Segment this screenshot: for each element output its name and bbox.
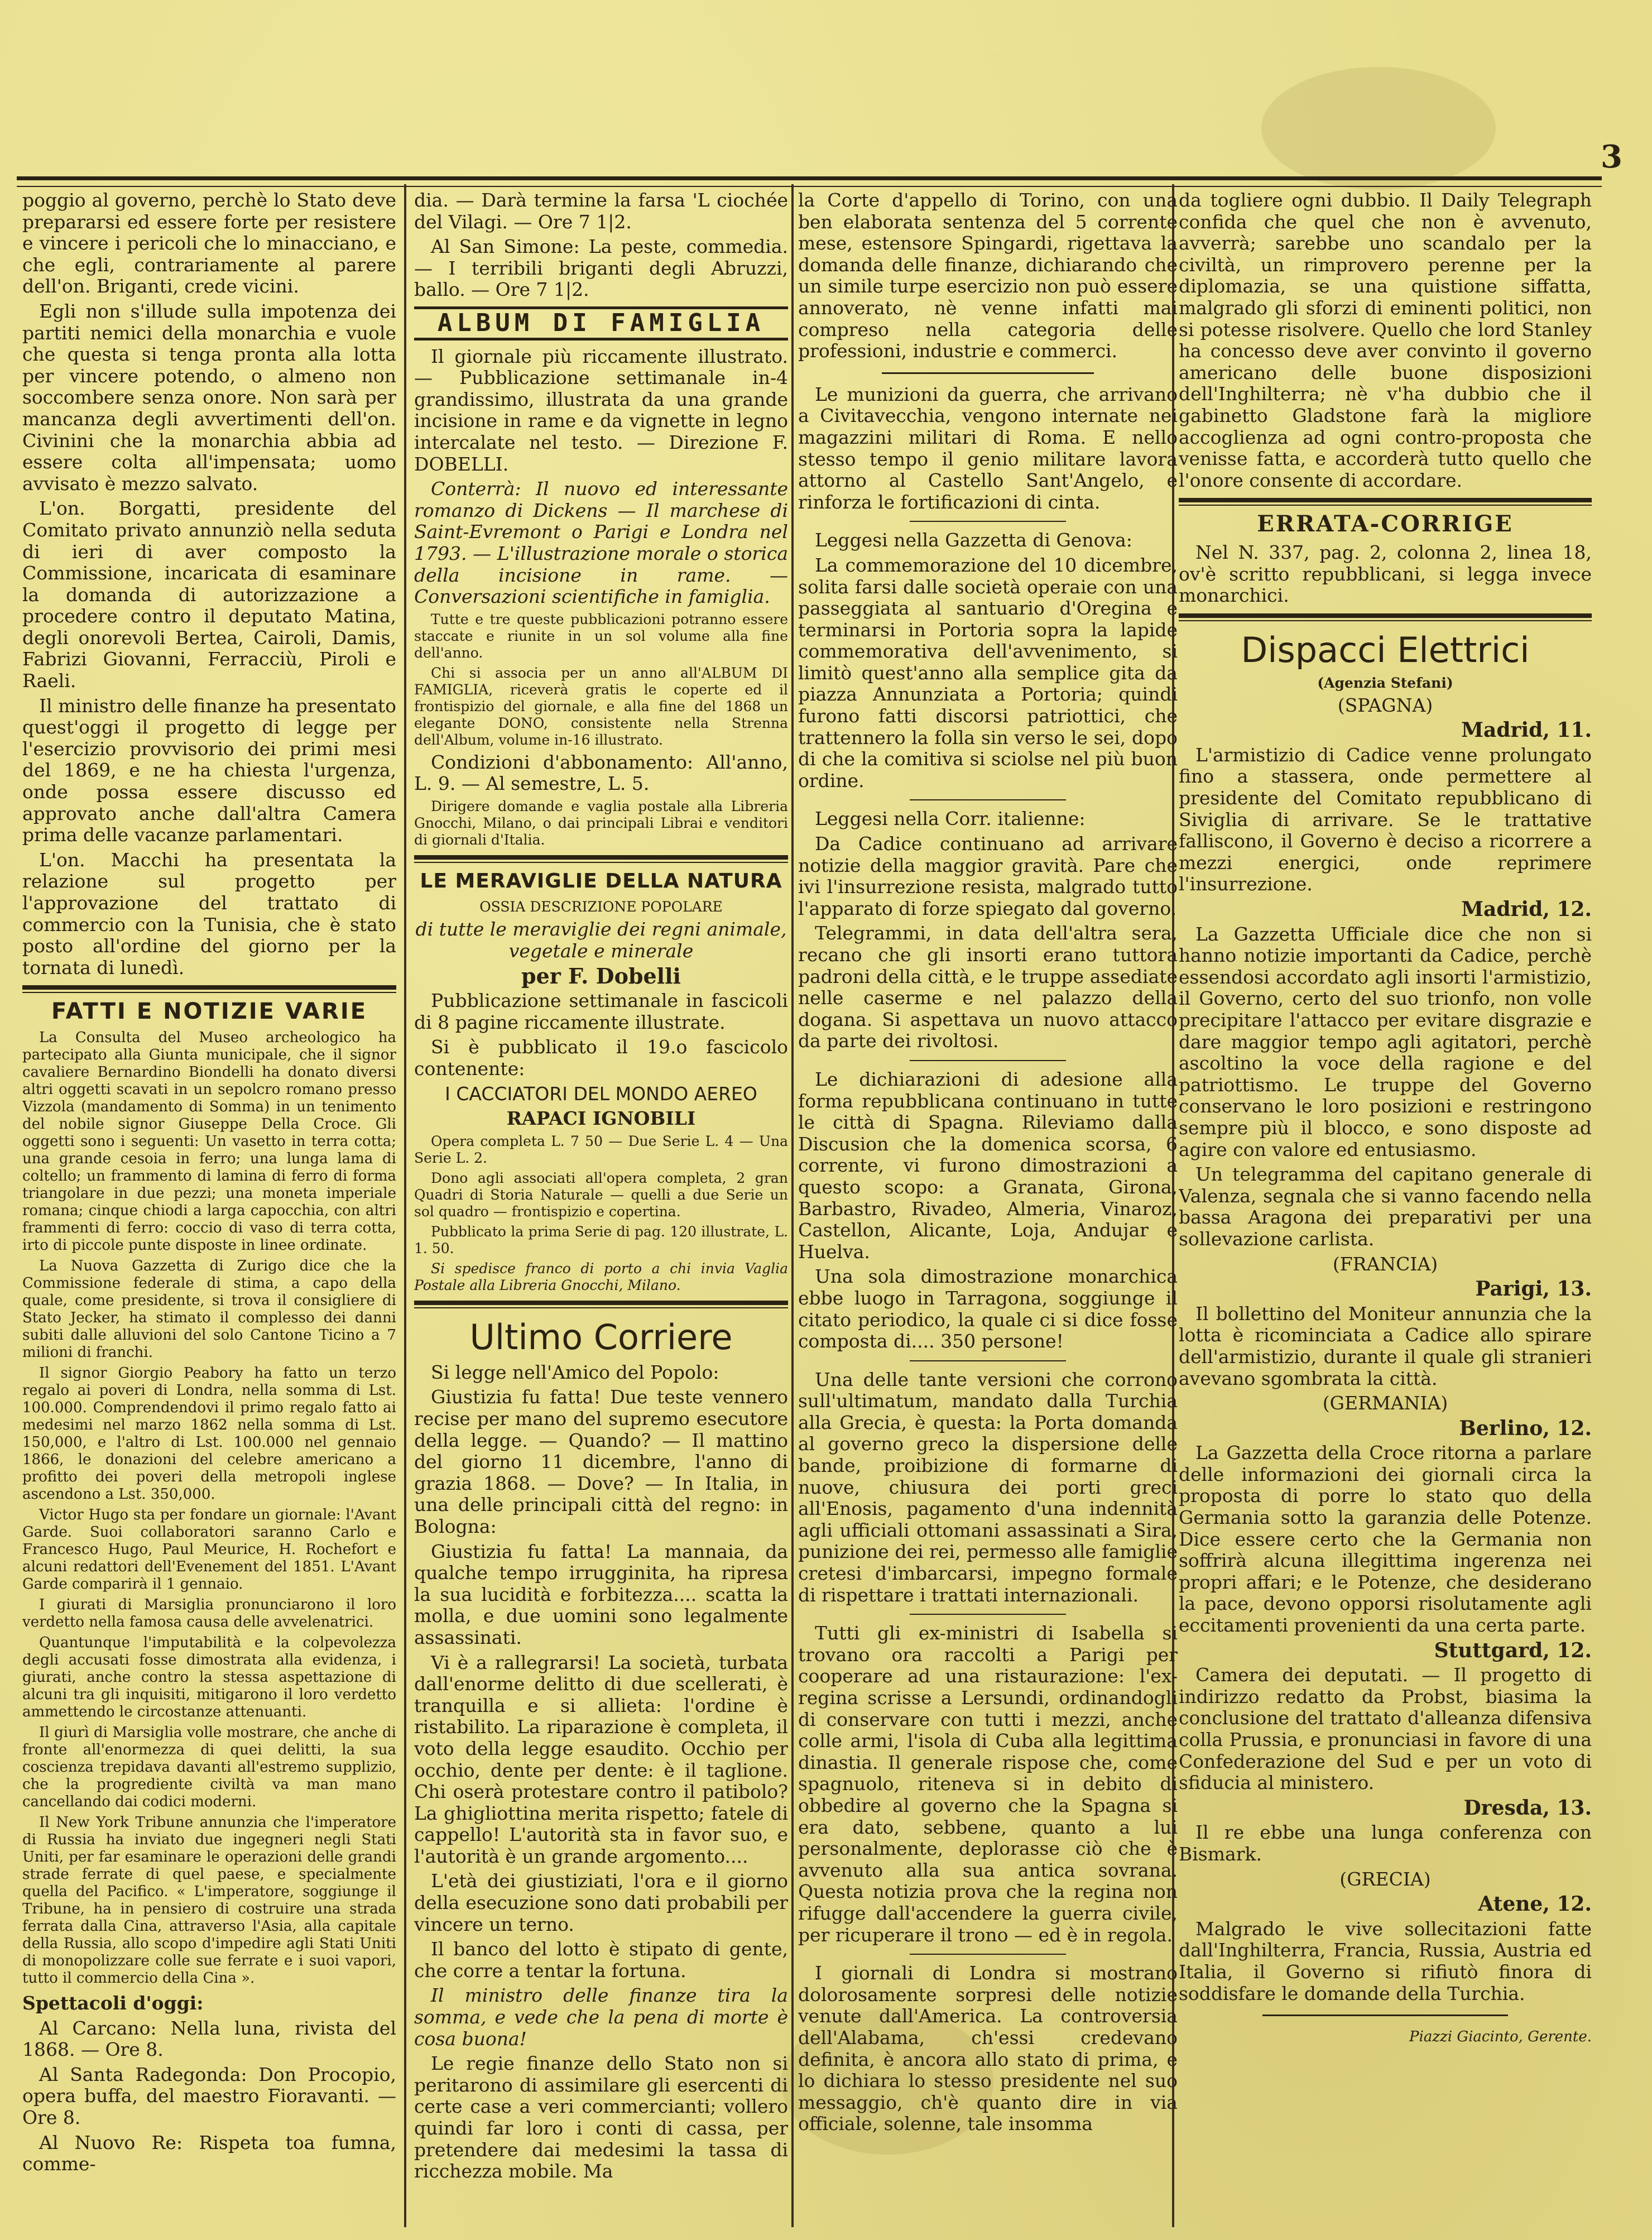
section-title-album: ALBUM DI FAMIGLIA <box>414 306 788 340</box>
separator <box>910 1060 1066 1061</box>
news-item: La Nuova Gazzetta di Zurigo dice che la Commissione federale di stima, a capo della quale, come presidente, si trova il consigliere di Stato Jecker, ha stimato il complesso dei danni subiti dalle alluvioni del solo Cantone Ticino a 7 milioni di franchi. <box>22 1257 396 1361</box>
paragraph: poggio al governo, perchè lo Stato deve prepararsi ed essere forte per resistere e vincere i pericoli che lo minacciano, e che egli, contrariamente al parere dell'on. Briganti, crede vicini. <box>22 190 396 298</box>
dispatch: La Gazzetta della Croce ritorna a parlare delle informazioni dei giornali circa la proposta di porre lo stato quo della Germania sotto la garanzia delle Potenze. Dice essere certo che la Germania non soffrirà alcuna illegittima ingerenza nei propri affari; e le Potenze, che desiderano la pace, devono opporsi risolutamente agli eccitamenti provenienti da una certa parte. <box>1179 1442 1592 1637</box>
paragraph: Le regie finanze dello Stato non si peritarono di assimilare gli esercenti di certe case a veri commercianti; vollero quindi far loro i conti di cassa, per pretendere dai medesimi la tassa di ricchezza mobile. Ma <box>414 2052 788 2183</box>
separator <box>910 1360 1066 1361</box>
separator <box>910 799 1066 800</box>
dispatch: L'armistizio di Cadice venne prolungato fino a stassera, onde permettere al presidente del Comitato repubblicano di Siviglia di arrivare. Se le trattative falliscono, il Governo è deciso a ricorrere a mezzi energici, onde reprimere l'insurrezione. <box>1179 744 1592 895</box>
theatre-listing: Al San Simone: La peste, commedia. — I terribili briganti degli Abruzzi, ballo. — Ore 7 1|2. <box>414 236 788 301</box>
section-rule <box>22 985 396 993</box>
ad-author: per F. Dobelli <box>521 963 681 989</box>
column-divider <box>791 184 794 2227</box>
dispatch: Il re ebbe una lunga conferenza con Bismark. <box>1179 1821 1592 1865</box>
ad-paragraph: Dono agli associati all'opera completa, 2 gran Quadri di Storia Naturale — quelli a due Serie un sol quadro — frontispizio e copertina. <box>414 1169 788 1220</box>
dateline: Madrid, 12. <box>1461 898 1592 922</box>
paragraph: L'on. Borgatti, presidente del Comitato privato annunziò nella seduta di ieri di aver composto la Commissione, incaricata di esaminare la domanda di autorizzazione a procedere contro il deputato Matina, degli onorevoli Bertea, Cairoli, Damis, Fabrizi Giovanni, Ferracciù, Piroli e Raeli. <box>22 497 396 692</box>
ad-paragraph: Si è pubblicato il 19.o fascicolo contenente: <box>414 1036 788 1080</box>
column-divider <box>404 184 406 2227</box>
news-item: Quantunque l'imputabilità e la colpevolezza degli accusati fosse dimostrata alla evidenza, i giurati, anche contro la stessa aspettazione di alcuni tra gli inquisiti, mitigarono il loro verdetto ammettendo le circostanze attenuanti. <box>22 1634 396 1720</box>
news-item: I giurati di Marsiglia pronunciarono il loro verdetto nella famosa causa delle avvelenatrici. <box>22 1596 396 1630</box>
country-heading: (FRANCIA) <box>1332 1253 1438 1275</box>
stain <box>1261 67 1496 190</box>
section-title-fatti: FATTI E NOTIZIE VARIE <box>51 999 368 1025</box>
ad-paragraph: Conterrà: Il nuovo ed interessante romanzo di Dickens — Il marchese di Saint-Evremont o Parigi e Londra nel 1793. — L'illustrazione morale o storica della incisione in rame. — Conversazioni scientifiche in famiglia. <box>414 478 788 608</box>
news-item: La Consulta del Museo archeologico ha partecipato alla Giunta municipale, che il signor cavaliere Bernardino Biondelli ha donato diversi altri oggetti scavati in un sepolcro romano presso Vizzola (mandamento di Somma) in un tenimento del nobile signor Giuseppe Della Croce. Gli oggetti sono i seguenti: Un vasetto in terra cotta; una grande cesoia in ferro; una lunga lama di coltello; un frammento di lamina di ferro di forma triangolare in due pezzi; una moneta imperiale romana; cinque chiodi a larga capocchia, con altri frammenti di ferro: coccio di vaso di terra cotta, irto di piccole punte disposte in linee ordinate. <box>22 1029 396 1254</box>
section-subtitle: (Agenzia Stefani) <box>1317 674 1453 691</box>
paragraph: Tutti gli ex-ministri di Isabella si trovano ora raccolti a Parigi per cooperare ad una ristaurazione: l'ex-regina scrisse a Lersundi, ordinandogli di conservare con tutti i mezzi, anche colle armi, l'isola di Cuba alla legittima dinastia. Il generale rispose che, come spagnuolo, riteneva si in debito di obbedire al governo che la Spagna si era dato, sebbene, quanto a lui personalmente, deplorasse ciò che è avvenuto alla sua antica sovrana. Questa notizia prova che la regina non rifugge dall'accendere la guerra civile, per ricuperare il trono — ed è in regola. <box>798 1622 1178 1946</box>
section-rule <box>1179 498 1592 506</box>
separator <box>910 1614 1066 1615</box>
ad-paragraph: Il giornale più riccamente illustrato. — Pubblicazione settimanale in-4 grandissimo, illustrata da una grande incisione in rame e da vignette in legno intercalate nel testo. — Direzione F. DOBELLI. <box>414 345 788 475</box>
paragraph: L'età dei giustiziati, l'ora e il giorno della esecuzione sono dati probabili per vincere un terno. <box>414 1870 788 1935</box>
paragraph: Il ministro delle finanze ha presentato quest'oggi il progetto di legge per l'esercizio provvisorio dei primi mesi del 1869, e ne ha chiesta l'urgenza, onde possa essere discusso ed approvato anche dall'altra Camera prima delle vacanze parlamentari. <box>22 694 396 846</box>
column-2 <box>414 190 788 2222</box>
section-rule <box>1179 613 1592 621</box>
theatre-listing: Al Nuovo Re: Rispeta toa fumna, comme- <box>22 2131 396 2175</box>
country-heading: (GRECIA) <box>1339 1868 1431 1890</box>
country-heading: (GERMANIA) <box>1322 1392 1448 1414</box>
ad-paragraph: Pubblicazione settimanale in fascicoli di 8 pagine riccamente illustrate. <box>414 990 788 1033</box>
column-1 <box>22 190 396 2222</box>
ad-paragraph: Condizioni d'abbonamento: All'anno, L. 9. — Al semestre, L. 5. <box>414 751 788 795</box>
section-rule <box>414 855 788 863</box>
section-title-spettacoli: Spettacoli d'oggi: <box>22 1992 204 2014</box>
news-item: Il New York Tribune annunzia che l'imperatore di Russia ha inviato due ingegneri negli Stati Uniti, per far esaminare le operazioni delle grandi strade ferrate di quel paese, e specialmente quella del Pacifico. « L'imperatore, soggiunge il Tribune, ha in pensiero di costruire una strada ferrata dalla Cina, attraverso l'Asia, alla capitale della Russia, allo scopo d'impedire agli Stati Uniti di monopolizzare colle sue ferrate e i suoi vapori, tutto il commercio della Cina ». <box>22 1814 396 1987</box>
paragraph: Si legge nell'Amico del Popolo: <box>431 1361 719 1383</box>
paragraph: Egli non s'illude sulla impotenza dei partiti nemici della monarchia e vuole che questa si tenga pronta alla lotta per vincere potendo, o almeno non soccombere senza onore. Non sarà per mancanza degli avvertimenti dell'on. Civinini che la monarchia abbia ad essere colta all'impensata; uomo avvisato è mezzo salvato. <box>22 300 396 495</box>
ad-subtitle: OSSIA DESCRIZIONE POPOLARE <box>479 899 723 915</box>
section-title-ultimo-corriere: Ultimo Corriere <box>469 1316 733 1358</box>
dateline: Dresda, 13. <box>1463 1796 1592 1820</box>
paragraph: Le dichiarazioni di adesione alla forma repubblicana continuano in tutte le città di Spagna. Rileviamo dalla Discusion che la domenica scorsa, 6 corrente, vi furono dimostrazioni a questo scopo: a Granata, Girona, Barbastro, Rivadeo, Almeria, Vinaroz, Castellon, Alicante, Loja, Andujar e Huelva. <box>798 1068 1178 1263</box>
ad-paragraph: Tutte e tre queste pubblicazioni potranno essere staccate e riunite in un sol volume alla fine dell'anno. <box>414 611 788 661</box>
dispatch: Il bollettino del Moniteur annunzia che la lotta è ricominciata a Cadice allo spirare dell'armistizio, durante il quale gli stranieri avevano sgombrata la città. <box>1179 1302 1592 1389</box>
separator <box>1262 2014 1508 2016</box>
ad-title: RAPACI IGNOBILI <box>506 1107 696 1130</box>
column-4 <box>1179 190 1592 2222</box>
page-number: 3 <box>1601 138 1622 175</box>
section-title-meraviglie: LE MERAVIGLIE DELLA NATURA <box>420 869 782 893</box>
dispatch: Malgrado le vive sollecitazioni fatte dall'Inghilterra, Francia, Russia, Austria ed Italia, il Governo si rifiutò finora di soddisfare le domande della Turchia. <box>1179 1917 1592 2004</box>
dateline: Atene, 12. <box>1478 1892 1592 1916</box>
ad-paragraph: Dirigere domande e vaglia postale alla Libreria Gnocchi, Milano, o dai principali Librai e venditori di giornali d'Italia. <box>414 798 788 848</box>
dispatch: La Gazzetta Ufficiale dice che non si hanno notizie importanti da Cadice, perchè essendosi accordato agli insorti l'armistizio, il Governo, certo del suo trionfo, non volle precipitare l'attacco per evitare disgrazie e dare maggior tempo agli agitatori, perchè ascoltino la voce della ragione e del patriottismo. Le truppe del Governo conservano le loro posizioni e restringono sempre più il blocco, e sono disposte ad agire con valore ed entusiasmo. <box>1179 923 1592 1160</box>
paragraph: Da Cadice continuano ad arrivare notizie della maggior gravità. Pare che ivi l'insurrezione resista, malgrado tutto l'apparato di forze spiegato dal governo. <box>798 833 1178 919</box>
paragraph: Le munizioni da guerra, che arrivano a Civitavecchia, vengono internate nei magazzini militari di Roma. E nello stesso tempo il genio militare lavora attorno al Castello Sant'Angelo, e rinforza le fortificazioni di cinta. <box>798 383 1178 513</box>
ad-paragraph: Si spedisce franco di porto a chi invia Vaglia Postale alla Libreria Gnocchi, Milano. <box>414 1260 788 1293</box>
dispatch: Un telegramma del capitano generale di Valenza, segnala che si vanno facendo nella bassa Aragona dei preparativi per una sollevazione carlista. <box>1179 1163 1592 1250</box>
paragraph: Il banco del lotto è stipato di gente, che corre a tentar la fortuna. <box>414 1938 788 1982</box>
separator <box>882 372 1094 374</box>
ad-paragraph: Pubblicato la prima Serie di pag. 120 illustrate, L. 1. 50. <box>414 1223 788 1256</box>
section-title-dispacci: Dispacci Elettrici <box>1241 629 1530 670</box>
ad-paragraph: Opera completa L. 7 50 — Due Serie L. 4 — Una Serie L. 2. <box>414 1133 788 1166</box>
news-item: Victor Hugo sta per fondare un giornale: l'Avant Garde. Suoi collaboratori saranno Carlo e Francesco Hugo, Paul Meurice, H. Rochefort e alcuni redattori dell'Evenement del 1851. L'Avant Garde comparirà il 1 gennaio. <box>22 1506 396 1593</box>
paragraph: Una delle tante versioni che corrono sull'ultimatum, mandato dalla Turchia alla Grecia, è questa: la Porta domanda al governo greco la dispersione delle bande, proibizione di formarne di nuove, chiusura dei porti greci all'Enosis, pagamento d'una indennità agli ufficiali ottomani assassinati a Sira, punizione dei rei, permesso alle famiglie cretesi d'imbarcarsi, impegno formale di rispettare i trattati internazionali. <box>798 1368 1178 1606</box>
dateline: Parigi, 13. <box>1475 1277 1592 1301</box>
paragraph: Nel N. 337, pag. 2, colonna 2, linea 18, ov'è scritto repubblicani, si legga invece monarchici. <box>1179 541 1592 607</box>
paragraph: L'on. Macchi ha presentata la relazione sul progetto per l'approvazione del trattato di commercio con la Tunisia, che è stato posto all'ordine del giorno per la tornata di lunedì. <box>22 848 396 978</box>
section-rule <box>414 1301 788 1308</box>
paragraph: Leggesi nella Corr. italienne: <box>815 808 1086 830</box>
paragraph: Vi è a rallegrarsi! La società, turbata dall'enorme delitto di due scellerati, è tranquilla e si allieta: l'ordine è ristabilito. La riparazione è completa, il voto della legge esaudito. Occhio per occhio, dente per dente: è il taglione. Chi oserà protestare contro il patibolo? La ghigliottina merita rispetto; fatele di cappello! L'autorità sta in favor suo, e l'autorità è un grande argomento.... <box>414 1651 788 1867</box>
theatre-listing: dia. — Darà termine la farsa 'L ciochée del Vilagi. — Ore 7 1|2. <box>414 190 788 233</box>
header-rule <box>17 176 1602 187</box>
paragraph: Telegrammi, in data dell'altra sera, recano che gli insorti erano tuttora padroni della città, e le truppe assediate nelle caserme e nel palazzo della dogana. Si aspettava un nuovo attacco da parte dei rivoltosi. <box>798 922 1178 1052</box>
dateline: Stuttgard, 12. <box>1434 1638 1592 1662</box>
news-item: Il giurì di Marsiglia volle mostrare, che anche di fronte all'enormezza di quei delitti, la sua coscienza trepidava davanti all'estremo supplizio, che la progrediente civiltà va man mano cancellando dai codici moderni. <box>22 1724 396 1810</box>
ad-paragraph: Chi si associa per un anno all'ALBUM DI FAMIGLIA, riceverà gratis le coperte ed il frontispizio del giornale, e alla fine del 1868 un elegante DONO, consistente nella Strenna dell'Album, volume in-16 illustrato. <box>414 664 788 748</box>
dispatch: Camera dei deputati. — Il progetto di indirizzo redatto da Probst, biasima la conclusione del trattato d'alleanza difensiva colla Prussia, e pronunciasi in favore di una Confederazione del Sud e per un voto di sfiducia al ministero. <box>1179 1664 1592 1794</box>
paragraph: I giornali di Londra si mostrano dolorosamente sorpresi delle notizie venute dall'America. La controversia dell'Alabama, ch'essi credevano definita, è ancora allo stato di prima, e lo dichiara lo stesso presidente nel suo messaggio, ch'è quanto dire in via officiale, solenne, tale insomma <box>798 1962 1178 2135</box>
ad-title: I CACCIATORI DEL MONDO AEREO <box>445 1082 757 1105</box>
paragraph: La commemorazione del 10 dicembre, solita farsi dalle società operaie con una passeggiata al santuario d'Oregina e terminarsi in Portoria sopra la lapide commemorativa dell'avvenimento, si limitò quest'anno alla semplice gita da piazza Annunziata a Portoria; quindi furono fatti discorsi patriottici, che trattennero la folla sin verso le sei, dopo di che la comitiva si sciolse nel più buon ordine. <box>798 554 1178 792</box>
paragraph: Leggesi nella Gazzetta di Genova: <box>815 529 1132 551</box>
paragraph: la Corte d'appello di Torino, con una ben elaborata sentenza del 5 corrente mese, estensore Spingardi, rigettava la domanda delle finanze, dichiarando che un simile turpe esercizio non può essere annoverato, nè venne infatti mai compreso nella categoria delle professioni, industrie e commerci. <box>798 190 1178 362</box>
paragraph: Giustizia fu fatta! Due teste vennero recise per mano del supremo esecutore della legge. — Quando? — Il mattino del giorno 11 dicembre, l'anno di grazia 1868. — Dove? — In Italia, in una delle principali città del regno: in Bologna: <box>414 1386 788 1537</box>
news-item: Il signor Giorgio Peabory ha fatto un terzo regalo ai poveri di Londra, nella somma di Lst. 100.000. Comprendendovi il primo regalo fatto ai medesimi nel marzo 1862 nella somma di Lst. 150,000, e l'altro di Lst. 100.000 nel gennaio 1866, le donazioni del celebre americano a profitto dei poveri della metropoli inglese ascendono a Lst. 350,000. <box>22 1364 396 1503</box>
separator <box>910 521 1066 522</box>
country-heading: (SPAGNA) <box>1337 694 1433 716</box>
section-title-errata: ERRATA-CORRIGE <box>1257 511 1514 538</box>
paragraph: Una sola dimostrazione monarchica ebbe luogo in Tarragona, soggiunge il citato periodico, la quale ci si dice fosse composta di.... 350 persone! <box>798 1265 1178 1352</box>
dateline: Madrid, 11. <box>1461 718 1592 742</box>
theatre-listing: Al Carcano: Nella luna, rivista del 1868. — Ore 8. <box>22 2017 396 2061</box>
paragraph: Giustizia fu fatta! La mannaia, da qualche tempo irrugginita, ha ripresa la sua lucidità e forbitezza.... scatta la molla, e due uomini sono legalmente assassinati. <box>414 1540 788 1648</box>
theatre-listing: Al Santa Radegonda: Don Procopio, opera buffa, del maestro Fioravanti. — Ore 8. <box>22 2063 396 2128</box>
ad-subtitle: di tutte le meraviglie dei regni animale, vegetale e minerale <box>415 918 787 962</box>
column-3 <box>798 190 1178 2222</box>
publisher-signature: Piazzi Giacinto, Gerente. <box>1409 2028 1592 2046</box>
paragraph: da togliere ogni dubbio. Il Daily Telegraph confida che quel che non è avvenuto, avverrà; sarebbe uno scandalo per la civiltà, un rimprovero perenne per la diplomazia, se una quistione siffatta, malgrado gli sforzi di eminenti politici, non si potesse risolvere. Quello che lord Stanley ha concesso deve aver convinto il governo americano delle buone disposizioni dell'Inghilterra; nè v'ha dubbio che il gabinetto Gladstone farà la migliore accoglienza ad ogni contro-proposta che venisse fatta, e accorderà tutto quello che l'onore consente di accordare. <box>1179 190 1592 491</box>
separator <box>910 1954 1066 1955</box>
dateline: Berlino, 12. <box>1459 1416 1592 1440</box>
paragraph: Il ministro delle finanze tira la somma, e vede che la pena di morte è cosa buona! <box>414 1984 788 2050</box>
